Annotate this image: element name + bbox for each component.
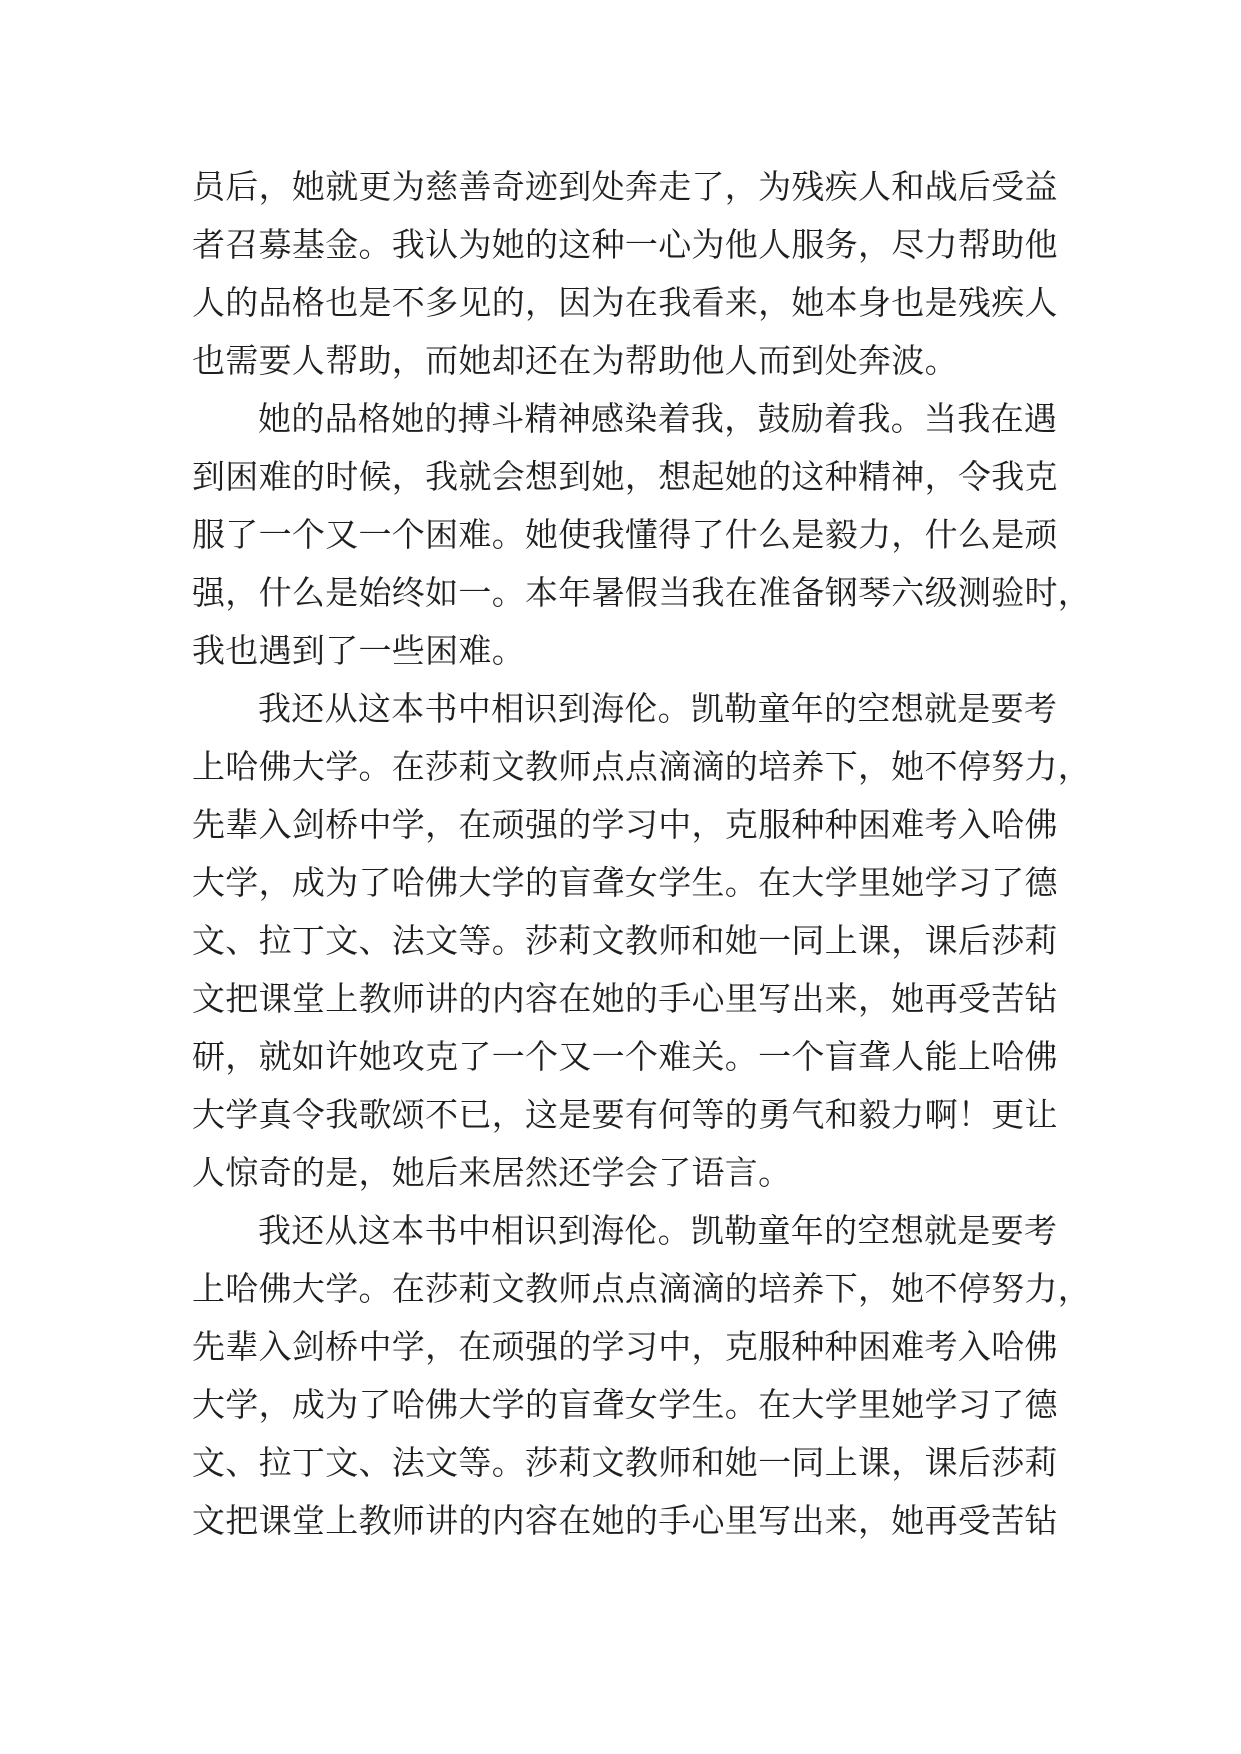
text-line: 研，就如许她攻克了一个又一个难关。一个盲聋人能上哈佛 (192, 1037, 1058, 1076)
text-line: 文把课堂上教师讲的内容在她的手心里写出来，她再受苦钻 (192, 979, 1058, 1018)
text-line: 上哈佛大学。在莎莉文教师点点滴滴的培养下，她不停努力， (192, 747, 1092, 786)
paragraph-4 (192, 1202, 1092, 1550)
text-line: 文把课堂上教师讲的内容在她的手心里写出来，她再受苦钻 (192, 1501, 1058, 1540)
text-line: 我也遇到了一些困难。 (192, 631, 525, 670)
paragraph-3 (192, 680, 1092, 1202)
text-line: 也需要人帮助，而她却还在为帮助他人而到处奔波。 (192, 341, 958, 380)
text-line: 我还从这本书中相识到海伦。凯勒童年的空想就是要考 (258, 689, 1058, 728)
paragraph-1 (192, 158, 1058, 390)
text-line: 我还从这本书中相识到海伦。凯勒童年的空想就是要考 (258, 1211, 1058, 1250)
text-line: 大学，成为了哈佛大学的盲聋女学生。在大学里她学习了德 (192, 1385, 1058, 1424)
text-line: 先辈入剑桥中学，在顽强的学习中，克服种种困难考入哈佛 (192, 1327, 1058, 1366)
text-line: 文、拉丁文、法文等。莎莉文教师和她一同上课，课后莎莉 (192, 1443, 1058, 1482)
text-line: 她的品格她的搏斗精神感染着我，鼓励着我。当我在遇 (258, 399, 1058, 438)
text-line: 文、拉丁文、法文等。莎莉文教师和她一同上课，课后莎莉 (192, 921, 1058, 960)
text-line: 上哈佛大学。在莎莉文教师点点滴滴的培养下，她不停努力， (192, 1269, 1092, 1308)
text-line: 大学，成为了哈佛大学的盲聋女学生。在大学里她学习了德 (192, 863, 1058, 902)
text-line: 到困难的时候，我就会想到她，想起她的这种精神，令我克 (192, 457, 1058, 496)
text-line: 强，什么是始终如一。本年暑假当我在准备钢琴六级测验时， (192, 573, 1092, 612)
document-body (192, 158, 1092, 1550)
text-line: 者召募基金。我认为她的这种一心为他人服务，尽力帮助他 (192, 225, 1058, 264)
text-line: 员后，她就更为慈善奇迹到处奔走了，为残疾人和战后受益 (192, 167, 1058, 206)
text-line: 大学真令我歌颂不已，这是要有何等的勇气和毅力啊！更让 (192, 1095, 1058, 1134)
text-line: 先辈入剑桥中学，在顽强的学习中，克服种种困难考入哈佛 (192, 805, 1058, 844)
text-line: 人的品格也是不多见的，因为在我看来，她本身也是残疾人 (192, 283, 1058, 322)
paragraph-2 (192, 390, 1092, 680)
text-line: 服了一个又一个困难。她使我懂得了什么是毅力，什么是顽 (192, 515, 1058, 554)
text-line: 人惊奇的是，她后来居然还学会了语言。 (192, 1153, 792, 1192)
